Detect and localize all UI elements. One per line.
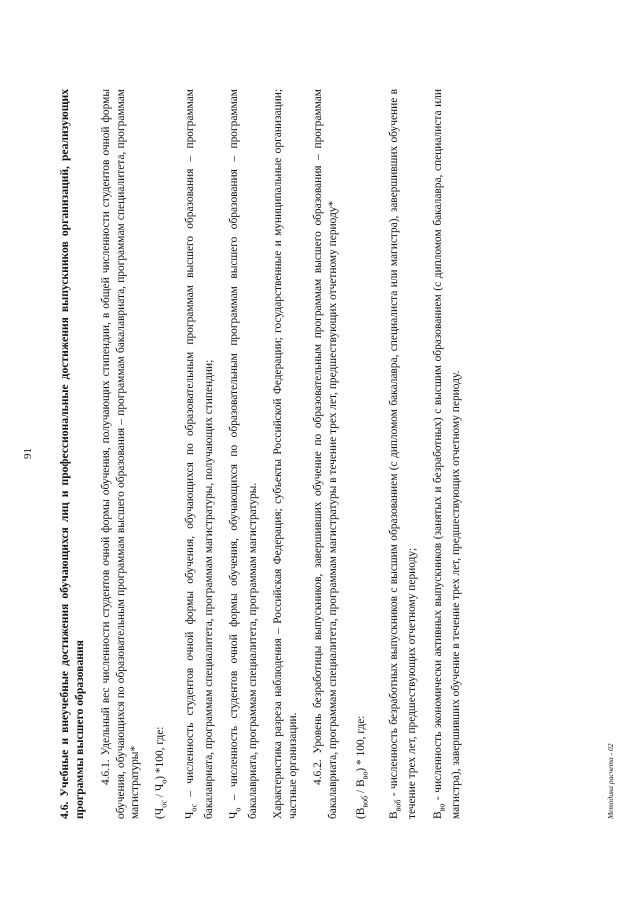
formula-subscript: о <box>159 779 169 784</box>
formula-text: / Ч <box>154 783 167 801</box>
definition-text: – численность студентов очной формы обучения, обучающихся по образовательным программам высшего образования – программам бакалавриата, программам специалитета, программам магистратуры. <box>228 89 259 819</box>
formula-text: ) *100, где: <box>154 726 167 780</box>
definition-462-1 <box>387 89 420 819</box>
definition-text: - численность безработных выпускников с высшим образованием (с дипломом бакалавра, специалиста или магистра), завершивших обучение в течение трех лет, предшествующих отчетному периоду; <box>387 89 419 819</box>
observation-characteristic: Характеристика разреза наблюдения – Российская Федерация; субъекты Российской Федерации; государственные и муниципальные организации; частные организации. <box>272 89 299 819</box>
definition-text: – численность студентов очной формы обучения, обучающихся по образовательным программам высшего образования – программам бакалавриата, программам специалитета, программам магистратуры, получающих стипендии; <box>184 89 215 819</box>
formula-461 <box>153 89 172 819</box>
formula-462 <box>354 89 373 819</box>
definition-462-2 <box>431 89 464 819</box>
definition-text: - численность экономически активных выпускников (занятых и безработных) с высшим образованием (с дипломом бакалавра, специалиста или магистра), завершивших обучение в течение трех лет, предшествующих отчетному периоду. <box>431 89 463 819</box>
variable-subscript: воб <box>392 799 402 812</box>
formula-subscript: воб <box>360 795 370 808</box>
page-number: 91 <box>22 448 34 459</box>
variable-subscript: ос <box>189 803 199 812</box>
formula-text: ) * 100, где: <box>354 715 367 772</box>
formula-text: / В <box>354 779 367 796</box>
variable-symbol: Ч <box>228 811 241 819</box>
variable-subscript: во <box>436 803 446 812</box>
page-content <box>58 89 464 819</box>
variable-subscript: о <box>233 807 243 812</box>
formula-subscript: во <box>360 771 370 780</box>
paragraph-461-lead: 4.6.1. Удельный вес численности студентов очной формы обучения, получающих стипендии, в общей численности студентов очной формы обучения, обучающихся по образовательным программам высшего образования – программам бакалавриата, программам специалитета, программам магистратуры* <box>100 89 141 819</box>
paragraph-462-lead: 4.6.2. Уровень безработицы выпускников, завершивших обучение по образовательным программам высшего образования – программам бакалавриата, программам специалитета, программам магистратуры в течение трех лет, предшествующих отчетному периоду* <box>312 89 339 819</box>
variable-symbol: В <box>431 811 444 819</box>
definition-461-2 <box>227 89 260 819</box>
section-heading: 4.6. Учебные и внеучебные достижения обучающихся лиц и профессиональные достижения выпускников организаций, реализующих программы высшего образования <box>58 89 86 819</box>
footer-note: Методика расчета - 02 <box>606 743 615 819</box>
variable-symbol: В <box>387 811 400 819</box>
definition-461-1 <box>183 89 216 819</box>
formula-text: (Ч <box>154 807 167 819</box>
formula-text: (В <box>354 807 367 819</box>
variable-symbol: Ч <box>184 811 197 819</box>
formula-subscript: ос <box>159 800 169 808</box>
